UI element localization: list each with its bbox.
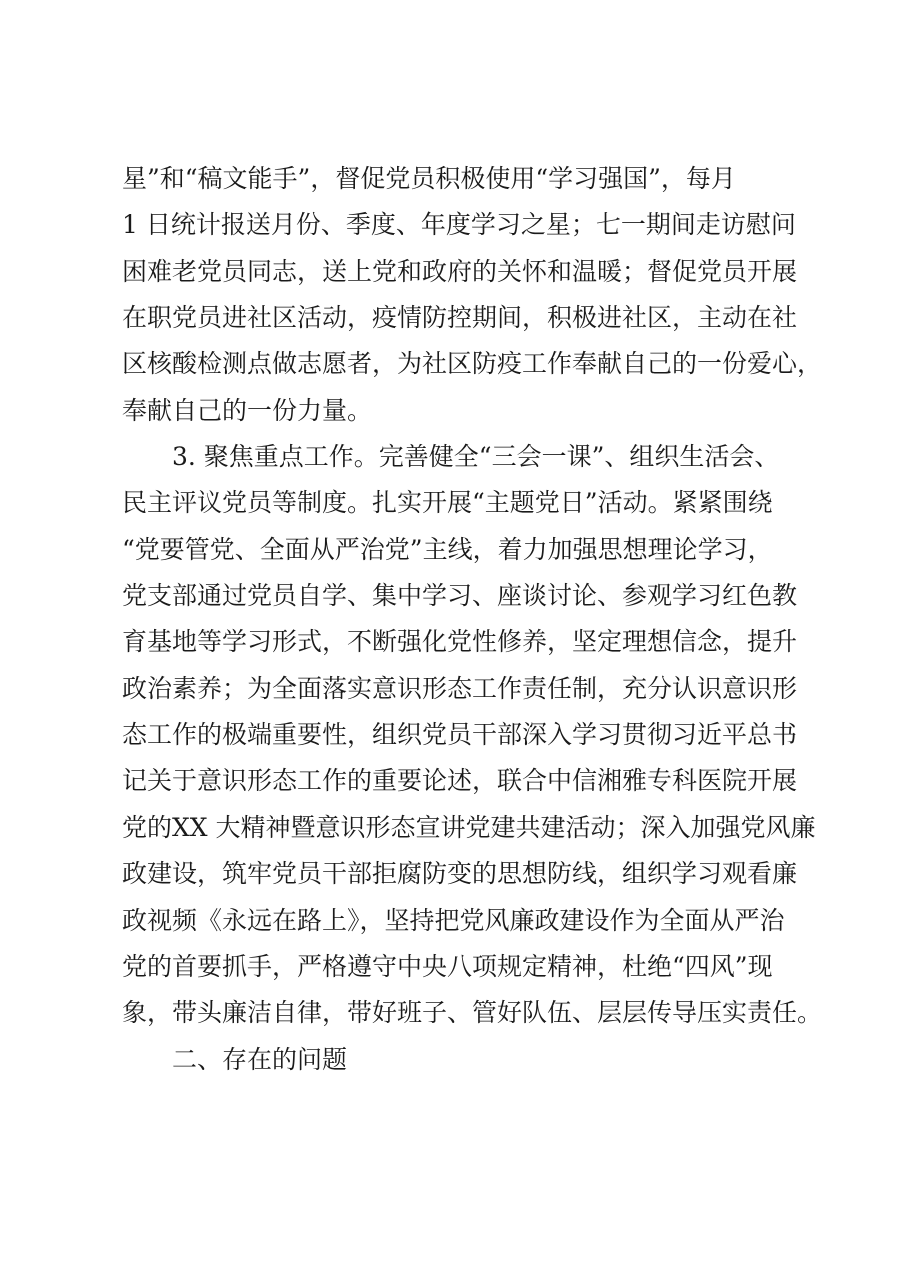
text-line: 党的首要抓手，严格遵守中央八项规定精神，杜绝“四风”现 — [122, 951, 773, 981]
text-line: 在职党员进社区活动，疫情防控期间，积极进社区，主动在社 — [122, 303, 798, 333]
text-line: 奉献自己的一份力量。 — [122, 395, 373, 425]
text-line: 记关于意识形态工作的重要论述，联合中信湘雅专科医院开展 — [122, 766, 798, 796]
text-line: 1 日统计报送月份、季度、年度学习之星；七一期间走访慰问 — [122, 210, 796, 240]
text-line: 民主评议党员等制度。扎实开展“主题党日”活动。紧紧围绕 — [122, 488, 773, 518]
paragraph-start-line: 3. 聚焦重点工作。完善健全“三会一课”、组织生活会、 — [172, 442, 780, 472]
text-line: 困难老党员同志，送上党和政府的关怀和温暖；督促党员开展 — [122, 256, 798, 286]
section-heading: 二、存在的问题 — [172, 1044, 348, 1074]
text-line: 象，带头廉洁自律，带好班子、管好队伍、层层传导压实责任。 — [122, 998, 823, 1028]
text-line: 星”和“稿文能手”，督促党员积极使用“学习强国”，每月 — [122, 164, 736, 193]
text-line: 政治素养；为全面落实意识形态工作责任制，充分认识意识形 — [122, 673, 798, 703]
text-line: 区核酸检测点做志愿者，为社区防疫工作奉献自己的一份爱心， — [122, 349, 823, 379]
text-line: 党的XX 大精神暨意识形态宣讲党建共建活动；深入加强党风廉 — [122, 812, 816, 842]
text-line: 态工作的极端重要性，组织党员干部深入学习贯彻习近平总书 — [122, 720, 798, 750]
text-line: 政建设，筑牢党员干部拒腐防变的思想防线，组织学习观看廉 — [122, 859, 798, 889]
text-line: 党支部通过党员自学、集中学习、座谈讨论、参观学习红色教 — [122, 581, 798, 611]
text-line: “党要管党、全面从严治党”主线，着力加强思想理论学习， — [122, 534, 773, 564]
text-line: 政视频《永远在路上》，坚持把党风廉政建设作为全面从严治 — [122, 905, 785, 935]
text-line: 育基地等学习形式，不断强化党性修养，坚定理想信念，提升 — [122, 627, 798, 657]
document-body — [122, 164, 823, 1093]
